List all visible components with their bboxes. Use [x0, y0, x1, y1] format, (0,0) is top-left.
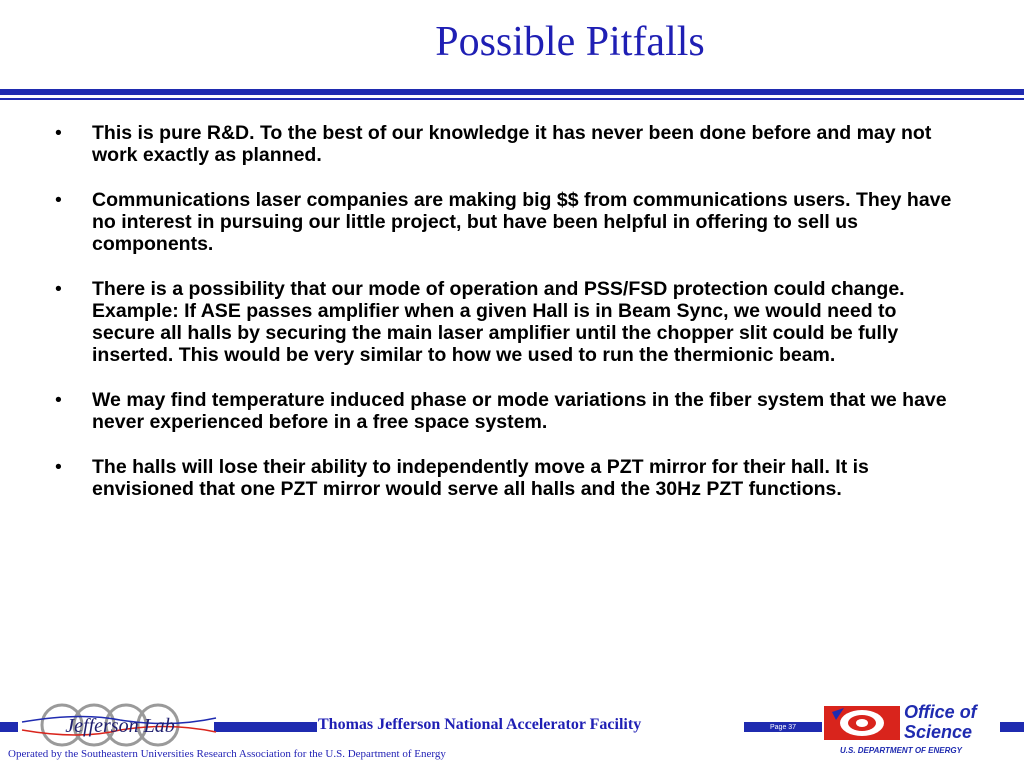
bullet-item	[50, 456, 955, 500]
title-divider-thick	[0, 89, 1024, 95]
bullet-item	[50, 389, 955, 433]
bullet-marker: •	[55, 189, 62, 211]
facility-name: Thomas Jefferson National Accelerator Facility	[318, 716, 642, 733]
jefferson-lab-logo-text: Jefferson Lab	[65, 715, 175, 737]
page-number: Page 37	[770, 724, 797, 731]
office-of-science-logo	[822, 700, 1002, 762]
bullet-text: We may find temperature induced phase or mode variations in the fiber system that we have never experienced before in a free space system.	[92, 389, 947, 433]
office-of-science-line2: Science	[904, 722, 973, 742]
footer-bar-far	[1000, 722, 1024, 732]
jefferson-lab-logo	[20, 700, 218, 750]
operated-by-note: Operated by the Southeastern Universities Research Association for the U.S. Department of Energy	[8, 748, 446, 760]
bullet-marker: •	[55, 122, 62, 144]
title-divider-thin	[0, 98, 1024, 100]
bullet-text: There is a possibility that our mode of operation and PSS/FSD protection could change. Example: If ASE passes amplifier when a given Hall is in Beam Sync, we would need to secure all halls by securing the main laser amplifier until the chopper slit could be fully inserted. This would be very similar to how we used to run the thermionic beam.	[92, 278, 905, 366]
bullet-text: Communications laser companies are making big $$ from communications users. They have no interest in pursuing our little project, but have been helpful in offering to sell us components.	[92, 189, 952, 255]
bullet-text: This is pure R&D. To the best of our knowledge it has never been done before and may not work exactly as planned.	[92, 122, 932, 166]
footer-bar-mid	[214, 722, 317, 732]
doe-emblem-icon	[822, 700, 902, 744]
bullet-item	[50, 278, 955, 366]
bullet-item	[50, 189, 955, 255]
bullet-item	[50, 122, 955, 166]
slide-title: Possible Pitfalls	[435, 19, 705, 65]
bullet-marker: •	[55, 456, 62, 478]
bullet-text: The halls will lose their ability to independently move a PZT mirror for their hall. It is envisioned that one PZT mirror would serve all halls and the 30Hz PZT functions.	[92, 456, 869, 500]
office-of-science-line1: Office of	[904, 702, 977, 722]
footer-bar-left	[0, 722, 18, 732]
bullet-list	[50, 122, 955, 523]
bullet-marker: •	[55, 389, 62, 411]
bullet-marker: •	[55, 278, 62, 300]
department-of-energy-label: U.S. DEPARTMENT OF ENERGY	[840, 746, 962, 755]
